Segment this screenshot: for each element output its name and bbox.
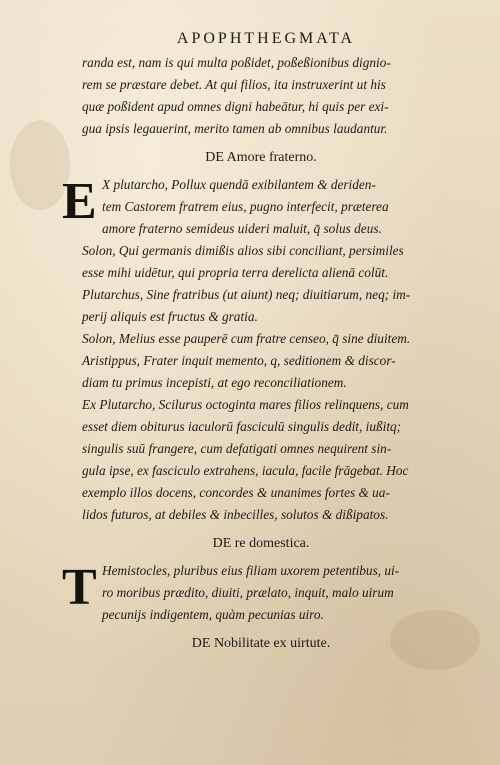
text-line: tem Castorem fratrem eius, pugno interfecit, præterea <box>102 199 389 214</box>
text-line: esset diem obiturus iaculorū fasciculū singulis dedit, iußitq; <box>82 419 402 434</box>
text-line: esse mihi uidētur, qui propria terra derelicta alienā colūt. <box>82 265 389 280</box>
text-line: rem se præstare debet. At qui filios, ita instruxerint ut his <box>82 77 386 92</box>
text-line: singulis suū frangere, cum defatigati omnes nequirent sin- <box>82 441 392 456</box>
text-line: Hemistocles, pluribus eius filiam uxorem petentibus, ui- <box>102 563 400 578</box>
intro-paragraph <box>82 52 470 140</box>
text-line: pecunijs indigentem, quàm pecunias uiro. <box>102 607 324 622</box>
text-line: Ex Plutarcho, Scilurus octoginta mares filios relinquens, cum <box>82 397 409 412</box>
section-heading: DE Nobilitate ex uirtute. <box>191 636 331 651</box>
section-paragraph <box>62 173 470 240</box>
text-line: gula ipse, ex fasciculo extrahens, iacula, facile frāgebat. Hoc <box>82 463 409 478</box>
text-line: diam tu primus incepisti, at ego reconciliationem. <box>82 375 347 390</box>
text-line: gua ipsis legauerint, merito tamen ab omnibus laudantur. <box>82 121 388 136</box>
section-heading: DE re domestica. <box>212 536 310 551</box>
running-header: APOPHTHEGMATA <box>176 30 356 47</box>
text-line: Solon, Melius esse pauperē cum fratre censeo, q̄ sine diuitem. <box>82 331 411 346</box>
drop-cap: T <box>62 559 97 616</box>
text-line: Solon, Qui germanis dimißis alios sibi conciliant, persimiles <box>82 243 404 258</box>
text-line: Plutarchus, Sine fratribus (ut aiunt) neq; diuitiarum, neq; im- <box>82 287 411 302</box>
text-line: randa est, nam is qui multa poßidet, poßeßionibus dignio- <box>82 55 391 70</box>
text-line: perij aliquis est fructus & gratia. <box>82 309 258 324</box>
text-line: exemplo illos docens, concordes & unanimes fortes & ua- <box>82 485 390 500</box>
text-line: X plutarcho, Pollux quendā exibilantem & deriden- <box>102 177 376 192</box>
text-line: quæ poßident apud omnes digni habeātur, hi quis per exi- <box>82 99 389 114</box>
text-line: Aristippus, Frater inquit memento, q, seditionem & discor- <box>82 353 396 368</box>
text-line: amore fraterno semideus uideri maluit, q̄ solus deus. <box>102 221 382 236</box>
section-paragraph <box>62 559 470 626</box>
text-line: ro moribus prædito, diuiti, prælato, inquit, malo uirum <box>102 585 394 600</box>
paper-stain <box>10 120 70 210</box>
section-heading: DE Amore fraterno. <box>205 150 317 165</box>
drop-cap: E <box>62 173 97 230</box>
section-paragraph <box>82 240 470 526</box>
text-line: lidos futuros, at debiles & inbecilles, solutos & dißipatos. <box>82 507 389 522</box>
